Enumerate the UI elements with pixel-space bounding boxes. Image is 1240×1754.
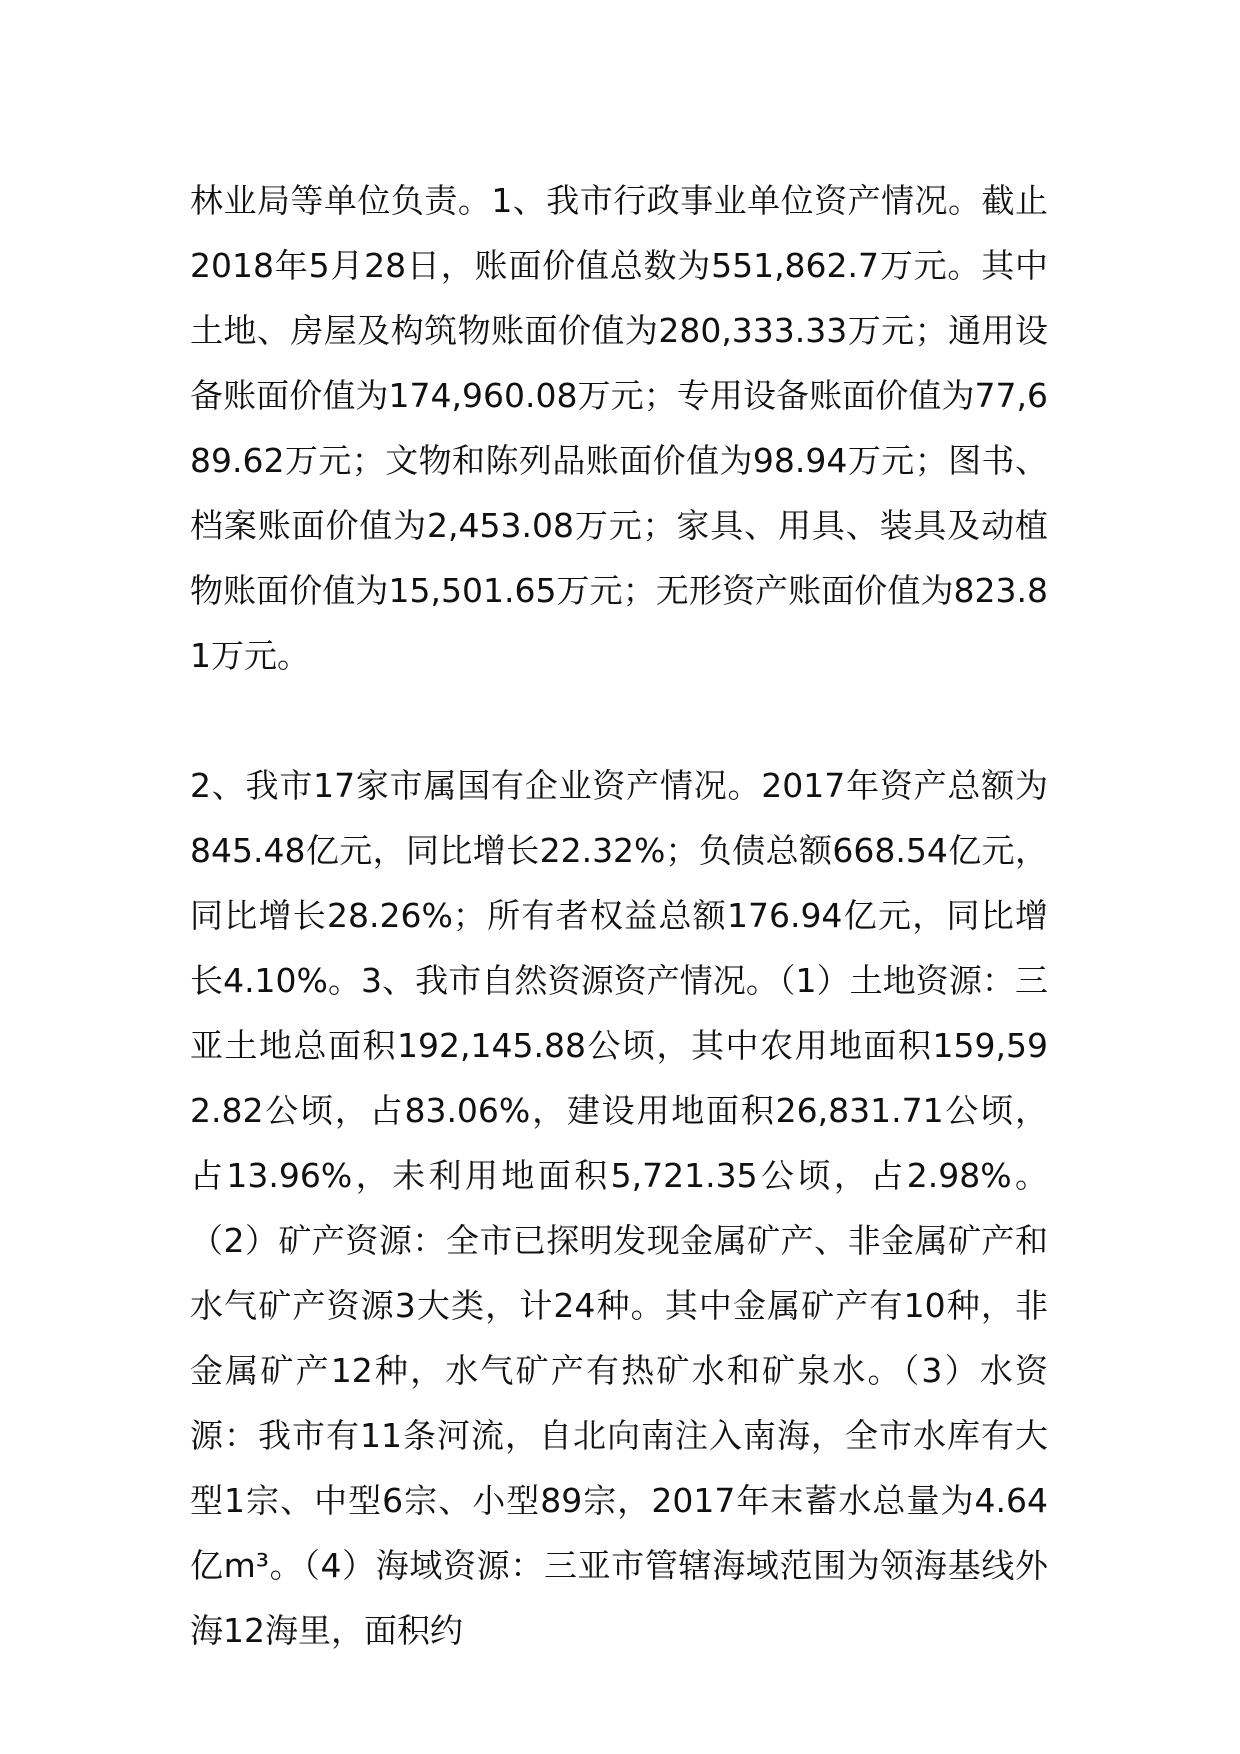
document-body bbox=[190, 168, 1048, 1663]
paragraph-gap bbox=[190, 688, 1048, 753]
paragraph-enterprise-and-natural-resources: 2、我市17家市属国有企业资产情况。2017年资产总额为845.48亿元，同比增长22.32%；负债总额668.54亿元，同比增长28.26%；所有者权益总额176.94亿元，同比增长4.10%。3、我市自然资源资产情况。（1）土地资源：三亚土地总面积192,145.88公顷，其中农用地面积159,592.82公顷，占83.06%，建设用地面积26,831.71公顷，占13.96%，未利用地面积5,721.35公顷，占2.98%。（2）矿产资源：全市已探明发现金属矿产、非金属矿产和水气矿产资源3大类，计24种。其中金属矿产有10种，非金属矿产12种，水气矿产有热矿水和矿泉水。（3）水资源：我市有11条河流，自北向南注入南海，全市水库有大型1宗、中型6宗、小型89宗，2017年末蓄水总量为4.64亿m³。（4）海域资源：三亚市管辖海域范围为领海基线外海12海里，面积约 bbox=[190, 766, 1048, 1650]
paragraph-administrative-assets: 林业局等单位负责。1、我市行政事业单位资产情况。截止2018年5月28日，账面价值总数为551,862.7万元。其中土地、房屋及构筑物账面价值为280,333.33万元；通用设备账面价值为174,960.08万元；专用设备账面价值为77,689.62万元；文物和陈列品账面价值为98.94万元；图书、档案账面价值为2,453.08万元；家具、用具、装具及动植物账面价值为15,501.65万元；无形资产账面价值为823.81万元。 bbox=[190, 181, 1048, 675]
